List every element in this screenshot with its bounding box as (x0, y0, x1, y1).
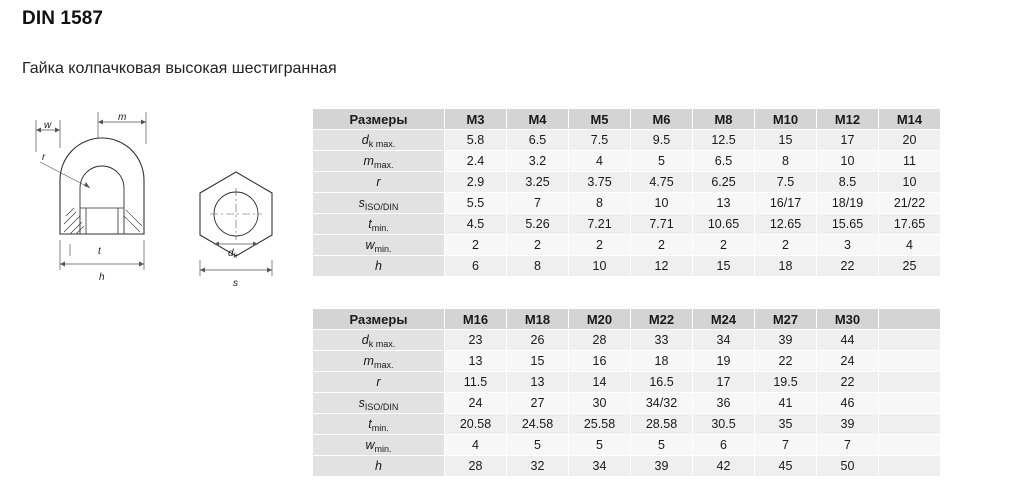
table-sizes-m16-m30 (312, 308, 941, 477)
col-header-m30: M30 (817, 309, 879, 330)
cell: 24.58 (507, 414, 569, 435)
cell: 2 (693, 235, 755, 256)
cell: 8 (507, 256, 569, 277)
cell: 15 (693, 256, 755, 277)
cell: 10 (569, 256, 631, 277)
cell: 2.4 (445, 151, 507, 172)
cell: 10 (631, 193, 693, 214)
cell: 17 (693, 372, 755, 393)
cell: 10 (879, 172, 941, 193)
cell: 5 (631, 151, 693, 172)
page-title: DIN 1587 (22, 8, 104, 29)
cell: 7 (507, 193, 569, 214)
row-header-dk: $d_{k max.}$ (313, 130, 445, 151)
table-row (313, 372, 941, 393)
cell: 21/22 (879, 193, 941, 214)
col-header-param: Размеры (313, 109, 445, 130)
technical-drawing (14, 104, 304, 289)
cell: 32 (507, 456, 569, 477)
cell: 16.5 (631, 372, 693, 393)
label-w: w (44, 120, 52, 131)
cell: 8 (755, 151, 817, 172)
cell: 7 (817, 435, 879, 456)
cell: 7.21 (569, 214, 631, 235)
cell: 20 (879, 130, 941, 151)
cell: 11 (879, 151, 941, 172)
row-header-h: h (313, 456, 445, 477)
spec-table-2 (312, 308, 941, 477)
cell: 6.25 (693, 172, 755, 193)
cell: 12.65 (755, 214, 817, 235)
col-header-m14: M14 (879, 109, 941, 130)
cell: 3.75 (569, 172, 631, 193)
cell: 22 (817, 372, 879, 393)
cell: 15 (755, 130, 817, 151)
row-header-dk: $d_{k max.}$ (313, 330, 445, 351)
table-row (313, 330, 941, 351)
cell: 4 (445, 435, 507, 456)
row-header-t: $t_{min.}$ (313, 214, 445, 235)
table-row (313, 393, 941, 414)
cell: 9.5 (631, 130, 693, 151)
col-header-m3: M3 (445, 109, 507, 130)
cell: 36 (693, 393, 755, 414)
spec-table-1 (312, 108, 941, 277)
table-header-row (313, 309, 941, 330)
cell: 10 (817, 151, 879, 172)
cell: 12 (631, 256, 693, 277)
cell: 14 (569, 372, 631, 393)
label-t: t (98, 246, 101, 257)
table-row (313, 172, 941, 193)
cell: 24 (817, 351, 879, 372)
cell: 46 (817, 393, 879, 414)
cell: 28 (445, 456, 507, 477)
row-header-r: r (313, 172, 445, 193)
table-row (313, 151, 941, 172)
cell: 13 (693, 193, 755, 214)
cell: 2.9 (445, 172, 507, 193)
cell: 16/17 (755, 193, 817, 214)
cell: 2 (445, 235, 507, 256)
cell: 4.5 (445, 214, 507, 235)
cell: 6 (445, 256, 507, 277)
cell-empty (879, 435, 941, 456)
cell: 17 (817, 130, 879, 151)
cell: 19 (693, 351, 755, 372)
label-r: r (42, 152, 46, 163)
row-header-s: $s_{ISO/DIN}$ (313, 193, 445, 214)
cell: 7 (755, 435, 817, 456)
cell: 35 (755, 414, 817, 435)
cell: 39 (755, 330, 817, 351)
cell: 34/32 (631, 393, 693, 414)
label-s: s (233, 278, 238, 289)
cell: 5.5 (445, 193, 507, 214)
col-header-param: Размеры (313, 309, 445, 330)
cell: 8.5 (817, 172, 879, 193)
cell: 25 (879, 256, 941, 277)
col-header-m6: M6 (631, 109, 693, 130)
cell: 50 (817, 456, 879, 477)
cell: 5 (631, 435, 693, 456)
table-row (313, 214, 941, 235)
cell: 2 (631, 235, 693, 256)
cell: 4.75 (631, 172, 693, 193)
label-m: m (118, 112, 127, 123)
cell: 39 (817, 414, 879, 435)
cell: 39 (631, 456, 693, 477)
cell: 22 (755, 351, 817, 372)
cell: 20.58 (445, 414, 507, 435)
col-header-m18: M18 (507, 309, 569, 330)
cell: 5.26 (507, 214, 569, 235)
table-sizes-m3-m14 (312, 108, 941, 277)
cell: 25.58 (569, 414, 631, 435)
cell: 42 (693, 456, 755, 477)
table-row (313, 351, 941, 372)
col-header-empty (879, 309, 941, 330)
col-header-m27: M27 (755, 309, 817, 330)
cell: 45 (755, 456, 817, 477)
cell: 30 (569, 393, 631, 414)
cell: 34 (569, 456, 631, 477)
cell: 2 (507, 235, 569, 256)
cell: 5 (507, 435, 569, 456)
page-subtitle: Гайка колпачковая высокая шестигранная (22, 60, 337, 77)
row-header-m: $m_{max.}$ (313, 351, 445, 372)
cell: 10.65 (693, 214, 755, 235)
row-header-t: $t_{min.}$ (313, 414, 445, 435)
cell: 7.71 (631, 214, 693, 235)
cell-empty (879, 372, 941, 393)
row-header-w: $w_{min.}$ (313, 435, 445, 456)
cell: 4 (569, 151, 631, 172)
cell-empty (879, 330, 941, 351)
col-header-m5: M5 (569, 109, 631, 130)
cell: 6.5 (693, 151, 755, 172)
col-header-m16: M16 (445, 309, 507, 330)
cell: 4 (879, 235, 941, 256)
col-header-m20: M20 (569, 309, 631, 330)
table-row (313, 130, 941, 151)
cell: 24 (445, 393, 507, 414)
cell: 18/19 (817, 193, 879, 214)
cell: 11.5 (445, 372, 507, 393)
row-header-h: h (313, 256, 445, 277)
col-header-m22: M22 (631, 309, 693, 330)
cell: 26 (507, 330, 569, 351)
col-header-m12: M12 (817, 109, 879, 130)
cell: 2 (569, 235, 631, 256)
table-row (313, 456, 941, 477)
cell: 23 (445, 330, 507, 351)
cell: 18 (631, 351, 693, 372)
cell: 33 (631, 330, 693, 351)
cell: 13 (445, 351, 507, 372)
table-row (313, 435, 941, 456)
cell: 5 (569, 435, 631, 456)
cell: 30.5 (693, 414, 755, 435)
cell: 2 (755, 235, 817, 256)
cell: 7.5 (755, 172, 817, 193)
label-h: h (99, 272, 105, 283)
cell: 6.5 (507, 130, 569, 151)
cell: 3.2 (507, 151, 569, 172)
cell: 28.58 (631, 414, 693, 435)
row-header-m: $m_{max.}$ (313, 151, 445, 172)
cell-empty (879, 414, 941, 435)
cell: 16 (569, 351, 631, 372)
cell-empty (879, 393, 941, 414)
cell: 13 (507, 372, 569, 393)
cell: 22 (817, 256, 879, 277)
cell: 41 (755, 393, 817, 414)
table-row (313, 256, 941, 277)
cell: 3.25 (507, 172, 569, 193)
row-header-s: $s_{ISO/DIN}$ (313, 393, 445, 414)
cell: 17.65 (879, 214, 941, 235)
cell: 15 (507, 351, 569, 372)
col-header-m4: M4 (507, 109, 569, 130)
col-header-m24: M24 (693, 309, 755, 330)
table-row (313, 235, 941, 256)
cell: 18 (755, 256, 817, 277)
cell: 28 (569, 330, 631, 351)
table-row (313, 414, 941, 435)
cell: 27 (507, 393, 569, 414)
cell: 6 (693, 435, 755, 456)
row-header-w: $w_{min.}$ (313, 235, 445, 256)
table-header-row (313, 109, 941, 130)
cell-empty (879, 456, 941, 477)
cell-empty (879, 351, 941, 372)
col-header-m8: M8 (693, 109, 755, 130)
cell: 8 (569, 193, 631, 214)
cell: 44 (817, 330, 879, 351)
col-header-m10: M10 (755, 109, 817, 130)
cell: 34 (693, 330, 755, 351)
cell: 3 (817, 235, 879, 256)
label-dk: $d_k$ (228, 248, 238, 260)
cell: 15.65 (817, 214, 879, 235)
table-row (313, 193, 941, 214)
cell: 7.5 (569, 130, 631, 151)
cell: 19.5 (755, 372, 817, 393)
cell: 12.5 (693, 130, 755, 151)
row-header-r: r (313, 372, 445, 393)
cell: 5.8 (445, 130, 507, 151)
